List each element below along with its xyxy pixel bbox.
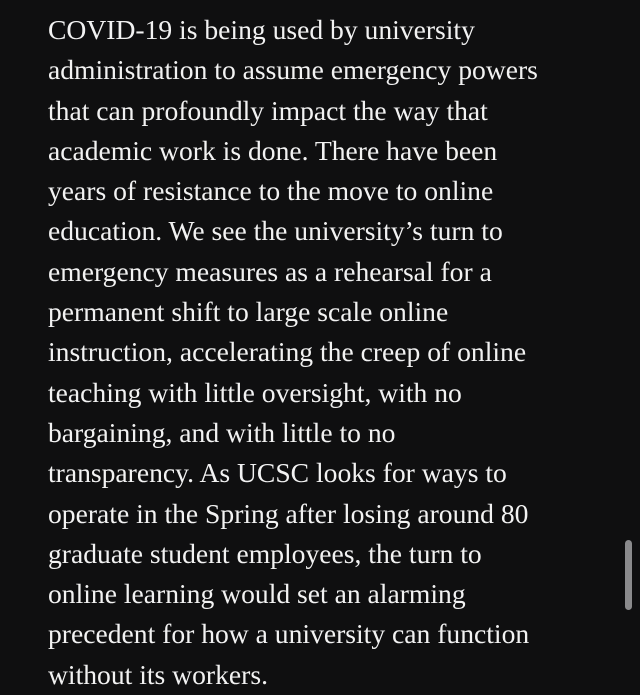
body-paragraph xyxy=(48,10,608,695)
paragraph-line: administration to assume emergency powers xyxy=(48,54,538,86)
paragraph-line: permanent shift to large scale online xyxy=(48,296,449,328)
paragraph-line: transparency. As UCSC looks for ways to xyxy=(48,457,507,489)
paragraph-line: emergency measures as a rehearsal for a xyxy=(48,255,492,287)
paragraph-line: years of resistance to the move to online xyxy=(48,175,494,207)
paragraph-line: that can profoundly impact the way that xyxy=(48,94,488,126)
paragraph-line: instruction, accelerating the creep of online xyxy=(48,336,527,368)
paragraph-line: bargaining, and with little to no xyxy=(48,416,396,448)
paragraph-line: teaching with little oversight, with no xyxy=(48,376,462,408)
paragraph-line: online learning would set an alarming xyxy=(48,578,466,610)
scrollbar-thumb[interactable] xyxy=(625,540,632,610)
paragraph-line: COVID-19 is being used by university xyxy=(48,14,475,45)
paragraph-line: without its workers. xyxy=(48,658,268,690)
paragraph-line: graduate student employees, the turn to xyxy=(48,537,482,569)
paragraph-line: education. We see the university’s turn to xyxy=(48,215,503,247)
paragraph-line: operate in the Spring after losing around 80 xyxy=(48,497,529,529)
paragraph-line: precedent for how a university can function xyxy=(48,618,530,650)
paragraph-line: academic work is done. There have been xyxy=(48,134,498,166)
